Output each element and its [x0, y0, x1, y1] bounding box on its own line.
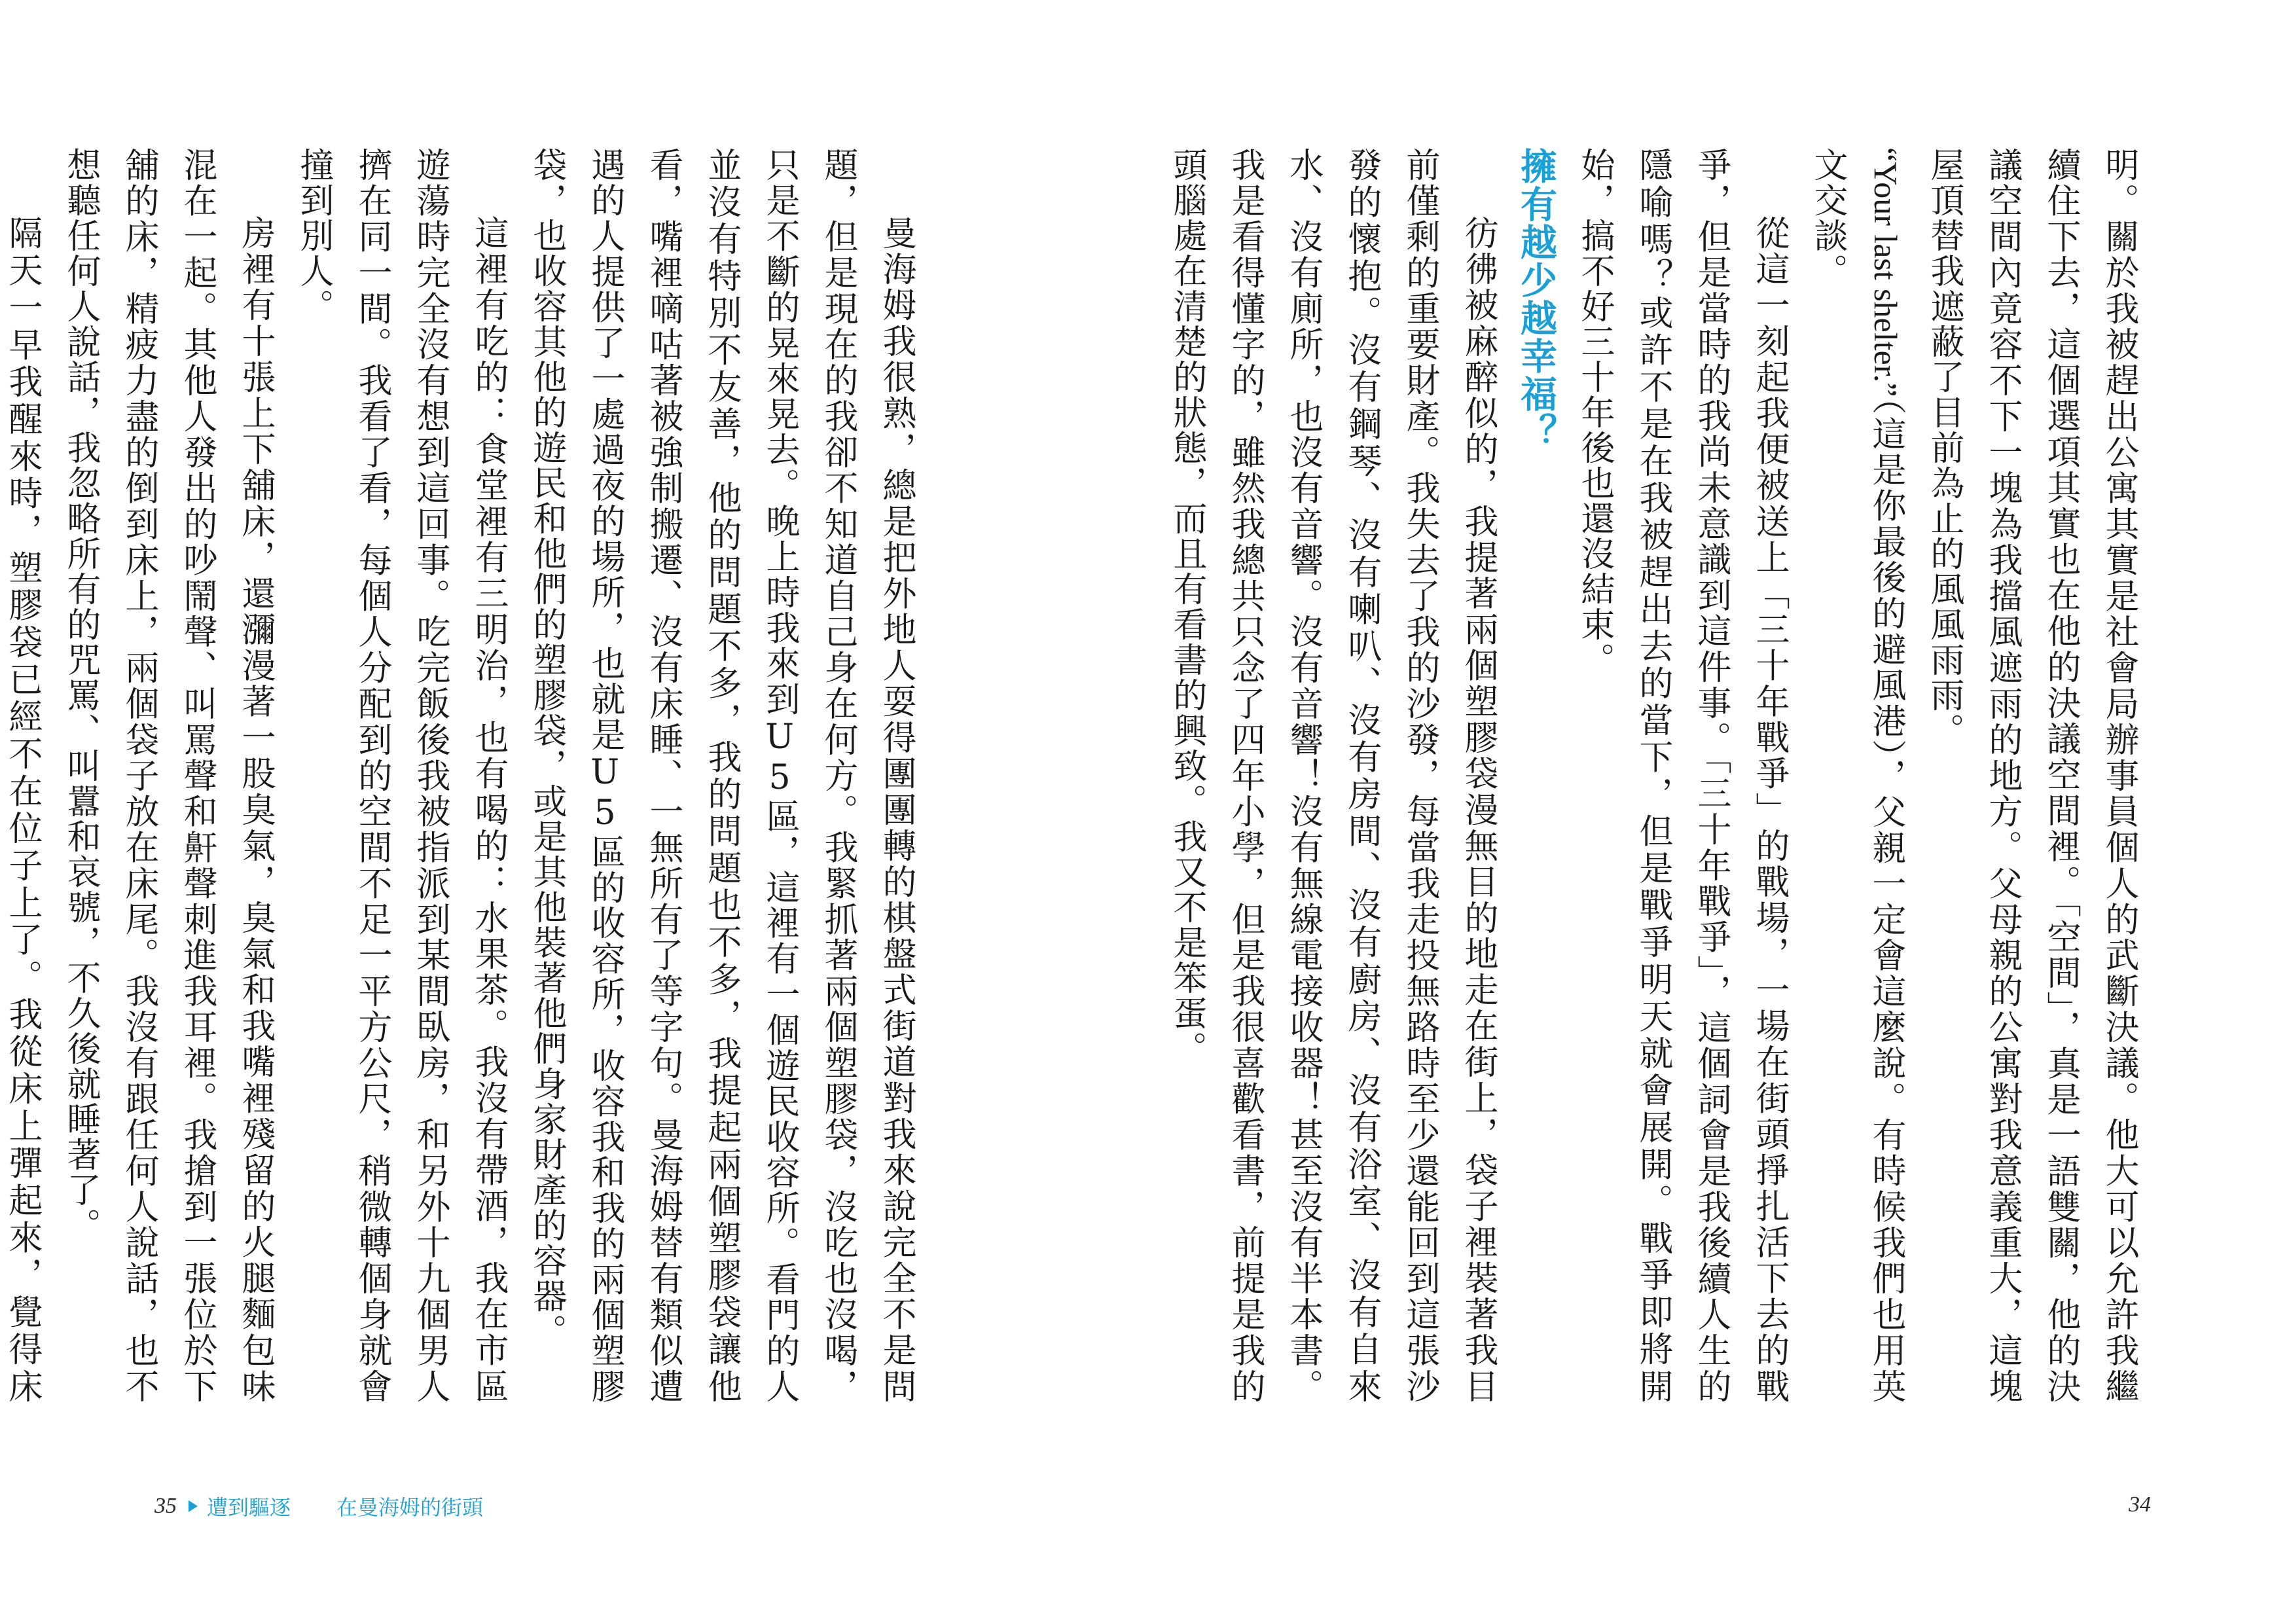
english-quote: “Your last shelter.” — [1867, 147, 1904, 397]
paragraph: 隔天一早我醒來時，塑膠袋已經不在位子上了。我從床上彈起來，覺得床 — [3, 215, 42, 1404]
triangle-right-icon — [189, 1500, 198, 1512]
paragraph: 這裡有吃的：食堂裡有三明治，也有喝的：水果茶。我沒有帶酒，我在市區遊蕩時完全沒有想到這回事。吃完飯後我被指派到某間臥房，和另外十九個男人擠在同一間。我看了看，每個人分配到的空間不足一平方公尺，稍微轉個身就會撞到別人。 — [294, 147, 508, 1404]
chapter-title: 遭到驅逐 — [207, 1495, 291, 1520]
running-head — [154, 1491, 483, 1521]
right-page-body — [1167, 147, 2148, 1404]
paragraph: 彷彿被麻醉似的，我提著兩個塑膠袋漫無目的地走在街上，袋子裡裝著我目前僅剩的重要財產。我失去了我的沙發，每當我走投無路時至少還能回到這張沙發的懷抱。沒有鋼琴、沒有喇叭、沒有房間、沒有廚房、沒有浴室、沒有自來水、沒有廁所，也沒有音響。沒有音響！沒有無線電接收器！甚至沒有半本書。我是看得懂字的，雖然我總共只念了四年小學，但是我很喜歡看書，前提是我的頭腦處在清楚的狀態，而且有看書的興致。我又不是笨蛋。 — [1167, 147, 1498, 1404]
page-number: 34 — [2129, 1492, 2151, 1517]
paragraph: 房裡有十張上下舖床，還瀰漫著一股臭氣，臭氣和我嘴裡殘留的火腿麵包味混在一起。其他人發出的吵鬧聲、叫罵聲和鼾聲刺進我耳裡。我搶到一張位於下舖的床，精疲力盡的倒到床上，兩個袋子放在床尾。我沒有跟任何人說話，也不想聽任何人說話，我忽略所有的咒罵、叫囂和哀號，不久後就睡著了。 — [61, 147, 275, 1404]
paragraph-with-quote — [1798, 147, 1915, 1404]
right-page — [1144, 0, 2288, 1624]
chapter-subtitle: 在曼海姆的街頭 — [336, 1495, 484, 1520]
paragraph: 明。關於我被趕出公寓其實是社會局辦事員個人的武斷決議。他大可以允許我繼續住下去，這個選項其實也在他的決議空間裡。「空間」，真是一語雙關，他的決議空間內竟容不下一塊為我擋風遮雨的地方。父母親的公寓對我意義重大，這塊屋頂替我遮蔽了目前為止的風風雨雨。 — [1924, 147, 2138, 1404]
paragraph: 曼海姆我很熟，總是把外地人耍得團團轉的棋盤式街道對我來說完全不是問題，但是現在的我卻不知道自己身在何方。我緊抓著兩個塑膠袋，沒吃也沒喝，只是不斷的晃來晃去。晚上時我來到U5區，這裡有一個遊民收容所。看門的人並沒有特別不友善，他的問題不多，我的問題也不多，我提起兩個塑膠袋讓他看，嘴裡嘀咕著被強制搬遷、沒有床睡、一無所有了等字句。曼海姆替有類似遭遇的人提供了一處過夜的場所，也就是U5區的收容所，收容我和我的兩個塑膠袋，也收容其他的遊民和他們的塑膠袋，或是其他裝著他們身家財產的容器。 — [527, 147, 916, 1404]
paragraph-text: （這是你最後的避風港），父親一定會這麼說。有時候我們也用英文交談。 — [1808, 147, 1905, 1404]
paragraph: 從這一刻起我便被送上「三十年戰爭」的戰場，一場在街頭掙扎活下去的戰爭，但是當時的我尚未意識到這件事。「三十年戰爭」，這個詞會是我後續人生的隱喻嗎？或許不是在我被趕出去的當下，但是戰爭明天就會展開。戰爭即將開始，搞不好三十年後也還沒結束。 — [1575, 147, 1789, 1404]
section-heading: 擁有越少越幸福？ — [1515, 147, 1557, 451]
page-number: 35 — [154, 1494, 177, 1518]
left-page-body — [3, 147, 925, 1404]
left-page — [0, 0, 1144, 1624]
